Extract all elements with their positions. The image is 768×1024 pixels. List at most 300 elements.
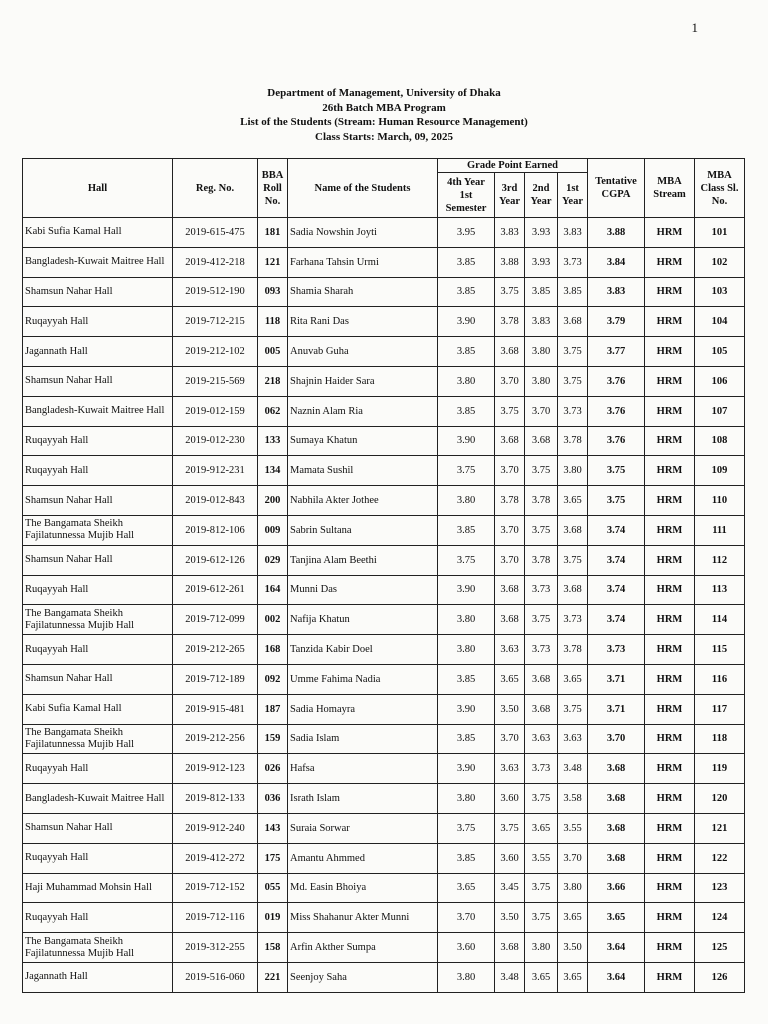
cell-hall: Shamsun Nahar Hall — [23, 813, 173, 843]
cell-reg-no: 2019-612-126 — [173, 545, 258, 575]
cell-2nd-year-gpa: 3.85 — [525, 277, 558, 307]
header-program: 26th Batch MBA Program — [322, 101, 446, 114]
page-number: 1 — [691, 20, 698, 35]
col-header-2nd-year: 2nd Year — [525, 173, 558, 218]
table-row — [23, 664, 745, 694]
cell-mba-stream: HRM — [645, 515, 695, 545]
cell-class-sl-no: 117 — [695, 694, 745, 724]
cell-student-name: Rita Rani Das — [288, 307, 438, 337]
cell-tentative-cgpa: 3.74 — [588, 545, 645, 575]
cell-2nd-year-gpa: 3.68 — [525, 426, 558, 456]
cell-bba-roll: 009 — [258, 515, 288, 545]
cell-student-name: Anuvab Guha — [288, 337, 438, 367]
cell-tentative-cgpa: 3.64 — [588, 962, 645, 992]
cell-hall: Shamsun Nahar Hall — [23, 545, 173, 575]
cell-2nd-year-gpa: 3.80 — [525, 933, 558, 963]
cell-class-sl-no: 110 — [695, 486, 745, 516]
header-list-title: List of the Students (Stream: Human Resource Management) — [240, 116, 528, 128]
table-row — [23, 784, 745, 814]
cell-2nd-year-gpa: 3.78 — [525, 486, 558, 516]
cell-1st-year-gpa: 3.83 — [558, 218, 588, 248]
table-row — [23, 575, 745, 605]
cell-hall: Kabi Sufia Kamal Hall — [23, 694, 173, 724]
cell-class-sl-no: 121 — [695, 813, 745, 843]
cell-3rd-year-gpa: 3.75 — [495, 277, 525, 307]
cell-tentative-cgpa: 3.75 — [588, 486, 645, 516]
cell-mba-stream: HRM — [645, 545, 695, 575]
cell-4th-year-gpa: 3.90 — [438, 694, 495, 724]
cell-bba-roll: 062 — [258, 396, 288, 426]
cell-2nd-year-gpa: 3.75 — [525, 784, 558, 814]
cell-mba-stream: HRM — [645, 933, 695, 963]
cell-reg-no: 2019-912-240 — [173, 813, 258, 843]
table-row — [23, 486, 745, 516]
cell-2nd-year-gpa: 3.75 — [525, 456, 558, 486]
cell-student-name: Sadia Islam — [288, 724, 438, 754]
cell-3rd-year-gpa: 3.70 — [495, 545, 525, 575]
table-row — [23, 247, 745, 277]
cell-class-sl-no: 118 — [695, 724, 745, 754]
cell-1st-year-gpa: 3.78 — [558, 635, 588, 665]
cell-class-sl-no: 125 — [695, 933, 745, 963]
cell-bba-roll: 200 — [258, 486, 288, 516]
col-header-roll: BBA Roll No. — [258, 159, 288, 218]
document-header — [0, 86, 768, 144]
cell-student-name: Naznin Alam Ria — [288, 396, 438, 426]
cell-class-sl-no: 122 — [695, 843, 745, 873]
cell-class-sl-no: 123 — [695, 873, 745, 903]
cell-2nd-year-gpa: 3.68 — [525, 664, 558, 694]
cell-hall: Ruqayyah Hall — [23, 635, 173, 665]
cell-student-name: Shamia Sharah — [288, 277, 438, 307]
cell-mba-stream: HRM — [645, 307, 695, 337]
cell-tentative-cgpa: 3.71 — [588, 694, 645, 724]
cell-mba-stream: HRM — [645, 873, 695, 903]
cell-class-sl-no: 119 — [695, 754, 745, 784]
cell-hall: Shamsun Nahar Hall — [23, 277, 173, 307]
cell-4th-year-gpa: 3.80 — [438, 486, 495, 516]
cell-mba-stream: HRM — [645, 635, 695, 665]
cell-mba-stream: HRM — [645, 218, 695, 248]
table-row — [23, 873, 745, 903]
cell-4th-year-gpa: 3.80 — [438, 366, 495, 396]
cell-4th-year-gpa: 3.90 — [438, 754, 495, 784]
cell-1st-year-gpa: 3.73 — [558, 605, 588, 635]
cell-bba-roll: 002 — [258, 605, 288, 635]
cell-class-sl-no: 109 — [695, 456, 745, 486]
cell-1st-year-gpa: 3.65 — [558, 962, 588, 992]
cell-1st-year-gpa: 3.70 — [558, 843, 588, 873]
cell-student-name: Farhana Tahsin Urmi — [288, 247, 438, 277]
cell-reg-no: 2019-915-481 — [173, 694, 258, 724]
cell-4th-year-gpa: 3.85 — [438, 664, 495, 694]
cell-mba-stream: HRM — [645, 366, 695, 396]
cell-1st-year-gpa: 3.55 — [558, 813, 588, 843]
cell-3rd-year-gpa: 3.83 — [495, 218, 525, 248]
cell-tentative-cgpa: 3.79 — [588, 307, 645, 337]
cell-hall: Haji Muhammad Mohsin Hall — [23, 873, 173, 903]
cell-4th-year-gpa: 3.65 — [438, 873, 495, 903]
cell-tentative-cgpa: 3.68 — [588, 843, 645, 873]
cell-tentative-cgpa: 3.68 — [588, 784, 645, 814]
cell-bba-roll: 218 — [258, 366, 288, 396]
cell-1st-year-gpa: 3.50 — [558, 933, 588, 963]
table-row — [23, 426, 745, 456]
cell-bba-roll: 019 — [258, 903, 288, 933]
cell-class-sl-no: 124 — [695, 903, 745, 933]
cell-1st-year-gpa: 3.65 — [558, 664, 588, 694]
cell-reg-no: 2019-312-255 — [173, 933, 258, 963]
cell-tentative-cgpa: 3.68 — [588, 813, 645, 843]
cell-reg-no: 2019-712-099 — [173, 605, 258, 635]
table-row — [23, 456, 745, 486]
cell-2nd-year-gpa: 3.80 — [525, 366, 558, 396]
cell-reg-no: 2019-012-159 — [173, 396, 258, 426]
table-row — [23, 694, 745, 724]
cell-tentative-cgpa: 3.64 — [588, 933, 645, 963]
cell-bba-roll: 118 — [258, 307, 288, 337]
cell-student-name: Mamata Sushil — [288, 456, 438, 486]
cell-4th-year-gpa: 3.75 — [438, 456, 495, 486]
cell-3rd-year-gpa: 3.63 — [495, 754, 525, 784]
cell-tentative-cgpa: 3.84 — [588, 247, 645, 277]
cell-class-sl-no: 116 — [695, 664, 745, 694]
cell-2nd-year-gpa: 3.73 — [525, 575, 558, 605]
cell-4th-year-gpa: 3.75 — [438, 545, 495, 575]
cell-3rd-year-gpa: 3.45 — [495, 873, 525, 903]
cell-mba-stream: HRM — [645, 903, 695, 933]
cell-class-sl-no: 104 — [695, 307, 745, 337]
col-header-sl: MBA Class Sl. No. — [695, 159, 745, 218]
cell-mba-stream: HRM — [645, 337, 695, 367]
cell-2nd-year-gpa: 3.75 — [525, 873, 558, 903]
cell-reg-no: 2019-212-102 — [173, 337, 258, 367]
cell-reg-no: 2019-912-231 — [173, 456, 258, 486]
cell-student-name: Tanjina Alam Beethi — [288, 545, 438, 575]
cell-mba-stream: HRM — [645, 754, 695, 784]
cell-1st-year-gpa: 3.75 — [558, 694, 588, 724]
cell-mba-stream: HRM — [645, 962, 695, 992]
cell-hall: Bangladesh-Kuwait Maitree Hall — [23, 247, 173, 277]
cell-hall: Ruqayyah Hall — [23, 426, 173, 456]
cell-4th-year-gpa: 3.85 — [438, 337, 495, 367]
cell-hall: The Bangamata Sheikh Fajilatunnessa Mujib Hall — [23, 933, 173, 963]
cell-1st-year-gpa: 3.68 — [558, 575, 588, 605]
cell-2nd-year-gpa: 3.70 — [525, 396, 558, 426]
cell-student-name: Sumaya Khatun — [288, 426, 438, 456]
cell-student-name: Md. Easin Bhoiya — [288, 873, 438, 903]
cell-student-name: Tanzida Kabir Doel — [288, 635, 438, 665]
cell-mba-stream: HRM — [645, 813, 695, 843]
cell-2nd-year-gpa: 3.80 — [525, 337, 558, 367]
cell-reg-no: 2019-612-261 — [173, 575, 258, 605]
cell-4th-year-gpa: 3.85 — [438, 247, 495, 277]
cell-4th-year-gpa: 3.90 — [438, 307, 495, 337]
cell-4th-year-gpa: 3.85 — [438, 724, 495, 754]
cell-hall: Jagannath Hall — [23, 337, 173, 367]
cell-hall: Shamsun Nahar Hall — [23, 664, 173, 694]
cell-2nd-year-gpa: 3.55 — [525, 843, 558, 873]
cell-1st-year-gpa: 3.80 — [558, 456, 588, 486]
cell-student-name: Miss Shahanur Akter Munni — [288, 903, 438, 933]
cell-mba-stream: HRM — [645, 486, 695, 516]
cell-class-sl-no: 115 — [695, 635, 745, 665]
cell-2nd-year-gpa: 3.63 — [525, 724, 558, 754]
cell-3rd-year-gpa: 3.68 — [495, 426, 525, 456]
cell-bba-roll: 005 — [258, 337, 288, 367]
cell-2nd-year-gpa: 3.93 — [525, 247, 558, 277]
cell-class-sl-no: 103 — [695, 277, 745, 307]
table-row — [23, 635, 745, 665]
cell-3rd-year-gpa: 3.68 — [495, 337, 525, 367]
cell-student-name: Munni Das — [288, 575, 438, 605]
cell-bba-roll: 181 — [258, 218, 288, 248]
cell-class-sl-no: 120 — [695, 784, 745, 814]
cell-mba-stream: HRM — [645, 396, 695, 426]
cell-bba-roll: 092 — [258, 664, 288, 694]
cell-2nd-year-gpa: 3.78 — [525, 545, 558, 575]
cell-student-name: Nabhila Akter Jothee — [288, 486, 438, 516]
cell-4th-year-gpa: 3.60 — [438, 933, 495, 963]
cell-3rd-year-gpa: 3.68 — [495, 605, 525, 635]
cell-3rd-year-gpa: 3.75 — [495, 813, 525, 843]
cell-tentative-cgpa: 3.76 — [588, 396, 645, 426]
cell-4th-year-gpa: 3.75 — [438, 813, 495, 843]
student-list-table — [22, 158, 745, 993]
cell-4th-year-gpa: 3.85 — [438, 277, 495, 307]
cell-4th-year-gpa: 3.85 — [438, 396, 495, 426]
header-class-start: Class Starts: March, 09, 2025 — [315, 130, 453, 143]
cell-2nd-year-gpa: 3.75 — [525, 605, 558, 635]
cell-tentative-cgpa: 3.77 — [588, 337, 645, 367]
cell-3rd-year-gpa: 3.70 — [495, 515, 525, 545]
cell-4th-year-gpa: 3.80 — [438, 605, 495, 635]
cell-reg-no: 2019-212-265 — [173, 635, 258, 665]
cell-mba-stream: HRM — [645, 724, 695, 754]
cell-reg-no: 2019-012-230 — [173, 426, 258, 456]
cell-1st-year-gpa: 3.75 — [558, 337, 588, 367]
cell-hall: Shamsun Nahar Hall — [23, 366, 173, 396]
cell-reg-no: 2019-615-475 — [173, 218, 258, 248]
cell-bba-roll: 221 — [258, 962, 288, 992]
col-header-3rd-year: 3rd Year — [495, 173, 525, 218]
cell-student-name: Sadia Nowshin Joyti — [288, 218, 438, 248]
cell-1st-year-gpa: 3.80 — [558, 873, 588, 903]
cell-bba-roll: 036 — [258, 784, 288, 814]
cell-2nd-year-gpa: 3.65 — [525, 813, 558, 843]
cell-mba-stream: HRM — [645, 843, 695, 873]
cell-bba-roll: 143 — [258, 813, 288, 843]
cell-tentative-cgpa: 3.68 — [588, 754, 645, 784]
cell-4th-year-gpa: 3.85 — [438, 515, 495, 545]
cell-3rd-year-gpa: 3.60 — [495, 784, 525, 814]
cell-class-sl-no: 102 — [695, 247, 745, 277]
cell-bba-roll: 134 — [258, 456, 288, 486]
cell-2nd-year-gpa: 3.75 — [525, 903, 558, 933]
col-header-1st-year: 1st Year — [558, 173, 588, 218]
cell-class-sl-no: 112 — [695, 545, 745, 575]
col-header-grade-group: Grade Point Earned — [438, 159, 588, 173]
col-header-reg: Reg. No. — [173, 159, 258, 218]
cell-3rd-year-gpa: 3.78 — [495, 307, 525, 337]
cell-class-sl-no: 108 — [695, 426, 745, 456]
table-row — [23, 605, 745, 635]
cell-mba-stream: HRM — [645, 277, 695, 307]
cell-reg-no: 2019-412-218 — [173, 247, 258, 277]
cell-3rd-year-gpa: 3.70 — [495, 366, 525, 396]
cell-tentative-cgpa: 3.76 — [588, 366, 645, 396]
cell-hall: Kabi Sufia Kamal Hall — [23, 218, 173, 248]
cell-3rd-year-gpa: 3.65 — [495, 664, 525, 694]
cell-1st-year-gpa: 3.78 — [558, 426, 588, 456]
cell-1st-year-gpa: 3.65 — [558, 903, 588, 933]
cell-hall: Ruqayyah Hall — [23, 754, 173, 784]
cell-bba-roll: 055 — [258, 873, 288, 903]
cell-student-name: Arfin Akther Sumpa — [288, 933, 438, 963]
table-row — [23, 754, 745, 784]
cell-tentative-cgpa: 3.83 — [588, 277, 645, 307]
cell-class-sl-no: 126 — [695, 962, 745, 992]
cell-reg-no: 2019-512-190 — [173, 277, 258, 307]
col-header-stream: MBA Stream — [645, 159, 695, 218]
cell-reg-no: 2019-912-123 — [173, 754, 258, 784]
cell-reg-no: 2019-712-189 — [173, 664, 258, 694]
table-body — [23, 218, 745, 993]
table-row — [23, 515, 745, 545]
cell-bba-roll: 093 — [258, 277, 288, 307]
cell-hall: Ruqayyah Hall — [23, 307, 173, 337]
cell-1st-year-gpa: 3.75 — [558, 366, 588, 396]
table-row — [23, 396, 745, 426]
cell-hall: Ruqayyah Hall — [23, 843, 173, 873]
cell-reg-no: 2019-012-843 — [173, 486, 258, 516]
cell-reg-no: 2019-812-106 — [173, 515, 258, 545]
table-row — [23, 813, 745, 843]
cell-class-sl-no: 106 — [695, 366, 745, 396]
cell-bba-roll: 187 — [258, 694, 288, 724]
cell-reg-no: 2019-215-569 — [173, 366, 258, 396]
cell-student-name: Suraia Sorwar — [288, 813, 438, 843]
cell-tentative-cgpa: 3.74 — [588, 575, 645, 605]
table-row — [23, 366, 745, 396]
cell-reg-no: 2019-712-152 — [173, 873, 258, 903]
table-row — [23, 337, 745, 367]
cell-bba-roll: 029 — [258, 545, 288, 575]
cell-3rd-year-gpa: 3.60 — [495, 843, 525, 873]
cell-bba-roll: 026 — [258, 754, 288, 784]
cell-tentative-cgpa: 3.70 — [588, 724, 645, 754]
cell-bba-roll: 133 — [258, 426, 288, 456]
cell-4th-year-gpa: 3.90 — [438, 575, 495, 605]
table-row — [23, 545, 745, 575]
cell-reg-no: 2019-812-133 — [173, 784, 258, 814]
cell-hall: Ruqayyah Hall — [23, 575, 173, 605]
cell-3rd-year-gpa: 3.50 — [495, 903, 525, 933]
cell-hall: Shamsun Nahar Hall — [23, 486, 173, 516]
cell-4th-year-gpa: 3.85 — [438, 843, 495, 873]
cell-reg-no: 2019-516-060 — [173, 962, 258, 992]
table-row — [23, 933, 745, 963]
cell-mba-stream: HRM — [645, 575, 695, 605]
cell-tentative-cgpa: 3.75 — [588, 456, 645, 486]
cell-reg-no: 2019-412-272 — [173, 843, 258, 873]
cell-tentative-cgpa: 3.76 — [588, 426, 645, 456]
cell-student-name: Shajnin Haider Sara — [288, 366, 438, 396]
cell-3rd-year-gpa: 3.63 — [495, 635, 525, 665]
cell-mba-stream: HRM — [645, 426, 695, 456]
cell-3rd-year-gpa: 3.70 — [495, 724, 525, 754]
cell-mba-stream: HRM — [645, 247, 695, 277]
cell-3rd-year-gpa: 3.50 — [495, 694, 525, 724]
cell-tentative-cgpa: 3.73 — [588, 635, 645, 665]
cell-4th-year-gpa: 3.95 — [438, 218, 495, 248]
cell-student-name: Nafija Khatun — [288, 605, 438, 635]
cell-1st-year-gpa: 3.68 — [558, 307, 588, 337]
cell-3rd-year-gpa: 3.78 — [495, 486, 525, 516]
cell-2nd-year-gpa: 3.73 — [525, 754, 558, 784]
cell-2nd-year-gpa: 3.83 — [525, 307, 558, 337]
cell-student-name: Amantu Ahmmed — [288, 843, 438, 873]
cell-hall: Jagannath Hall — [23, 962, 173, 992]
cell-bba-roll: 159 — [258, 724, 288, 754]
cell-tentative-cgpa: 3.71 — [588, 664, 645, 694]
cell-hall: Ruqayyah Hall — [23, 903, 173, 933]
cell-bba-roll: 121 — [258, 247, 288, 277]
cell-class-sl-no: 101 — [695, 218, 745, 248]
cell-bba-roll: 175 — [258, 843, 288, 873]
cell-tentative-cgpa: 3.74 — [588, 605, 645, 635]
cell-mba-stream: HRM — [645, 605, 695, 635]
cell-hall: Bangladesh-Kuwait Maitree Hall — [23, 784, 173, 814]
col-header-cgpa: Tentative CGPA — [588, 159, 645, 218]
cell-4th-year-gpa: 3.70 — [438, 903, 495, 933]
cell-hall: Bangladesh-Kuwait Maitree Hall — [23, 396, 173, 426]
cell-reg-no: 2019-712-215 — [173, 307, 258, 337]
cell-2nd-year-gpa: 3.65 — [525, 962, 558, 992]
cell-1st-year-gpa: 3.75 — [558, 545, 588, 575]
cell-2nd-year-gpa: 3.75 — [525, 515, 558, 545]
table-row — [23, 724, 745, 754]
col-header-4th-year: 4th Year 1st Semester — [438, 173, 495, 218]
cell-mba-stream: HRM — [645, 784, 695, 814]
cell-4th-year-gpa: 3.80 — [438, 962, 495, 992]
table-row — [23, 277, 745, 307]
table-row — [23, 962, 745, 992]
table-row — [23, 218, 745, 248]
cell-bba-roll: 168 — [258, 635, 288, 665]
cell-hall: The Bangamata Sheikh Fajilatunnessa Mujib Hall — [23, 515, 173, 545]
cell-4th-year-gpa: 3.90 — [438, 426, 495, 456]
table-row — [23, 307, 745, 337]
cell-bba-roll: 158 — [258, 933, 288, 963]
cell-mba-stream: HRM — [645, 456, 695, 486]
cell-tentative-cgpa: 3.88 — [588, 218, 645, 248]
cell-1st-year-gpa: 3.58 — [558, 784, 588, 814]
cell-1st-year-gpa: 3.65 — [558, 486, 588, 516]
cell-student-name: Seenjoy Saha — [288, 962, 438, 992]
cell-1st-year-gpa: 3.68 — [558, 515, 588, 545]
cell-hall: The Bangamata Sheikh Fajilatunnessa Mujib Hall — [23, 724, 173, 754]
cell-tentative-cgpa: 3.74 — [588, 515, 645, 545]
cell-mba-stream: HRM — [645, 664, 695, 694]
cell-3rd-year-gpa: 3.75 — [495, 396, 525, 426]
cell-student-name: Hafsa — [288, 754, 438, 784]
cell-4th-year-gpa: 3.80 — [438, 635, 495, 665]
cell-mba-stream: HRM — [645, 694, 695, 724]
cell-1st-year-gpa: 3.73 — [558, 247, 588, 277]
cell-1st-year-gpa: 3.63 — [558, 724, 588, 754]
cell-2nd-year-gpa: 3.73 — [525, 635, 558, 665]
